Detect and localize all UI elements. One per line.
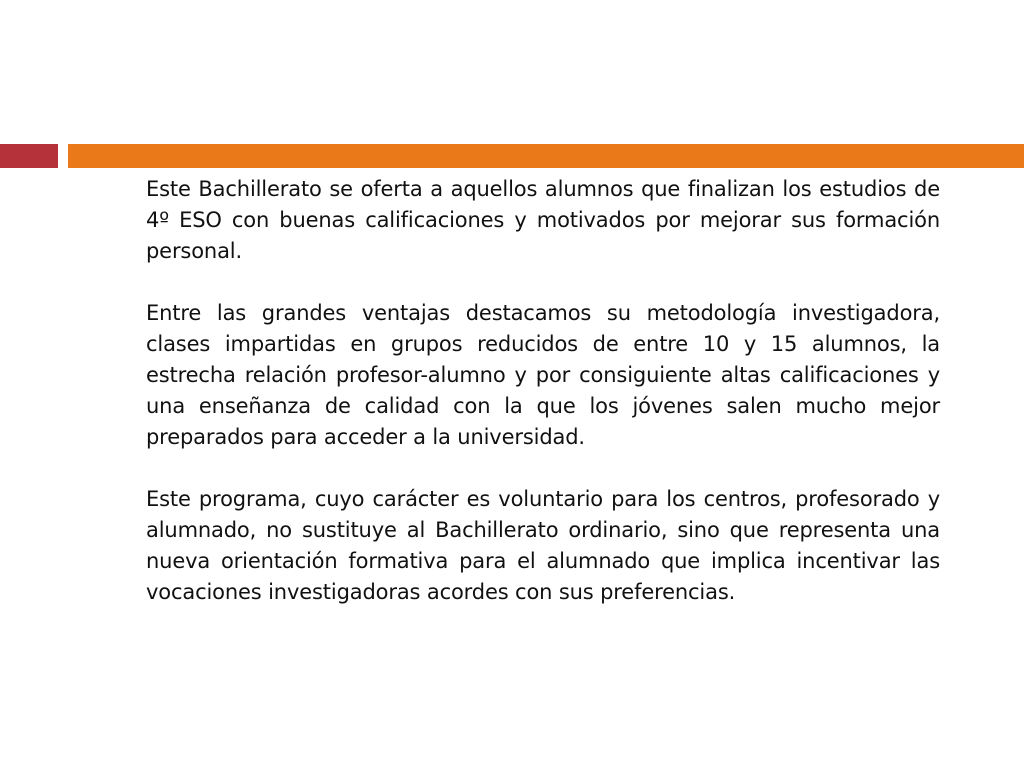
accent-bar-left xyxy=(0,144,58,168)
paragraph-advantages: Entre las grandes ventajas destacamos su metodología investigadora, clases impartidas en grupos reducidos de entre 10 y 15 alumnos, la estrecha relación profesor-alumno y por consiguiente altas calificaciones y una enseñanza de calidad con la que los jóvenes salen mucho mejor preparados para acceder a la universidad. xyxy=(146,301,940,449)
paragraph-intro: Este Bachillerato se oferta a aquellos alumnos que finalizan los estudios de 4º ESO con buenas calificaciones y motivados por mejorar sus formación personal. xyxy=(146,177,940,263)
slide-body xyxy=(146,174,940,639)
paragraph-program: Este programa, cuyo carácter es voluntario para los centros, profesorado y alumnado, no sustituye al Bachillerato ordinario, sino que representa una nueva orientación formativa para el alumnado que implica incentivar las vocaciones investigadoras acordes con sus preferencias. xyxy=(146,487,940,604)
accent-bar-right xyxy=(68,144,1024,168)
